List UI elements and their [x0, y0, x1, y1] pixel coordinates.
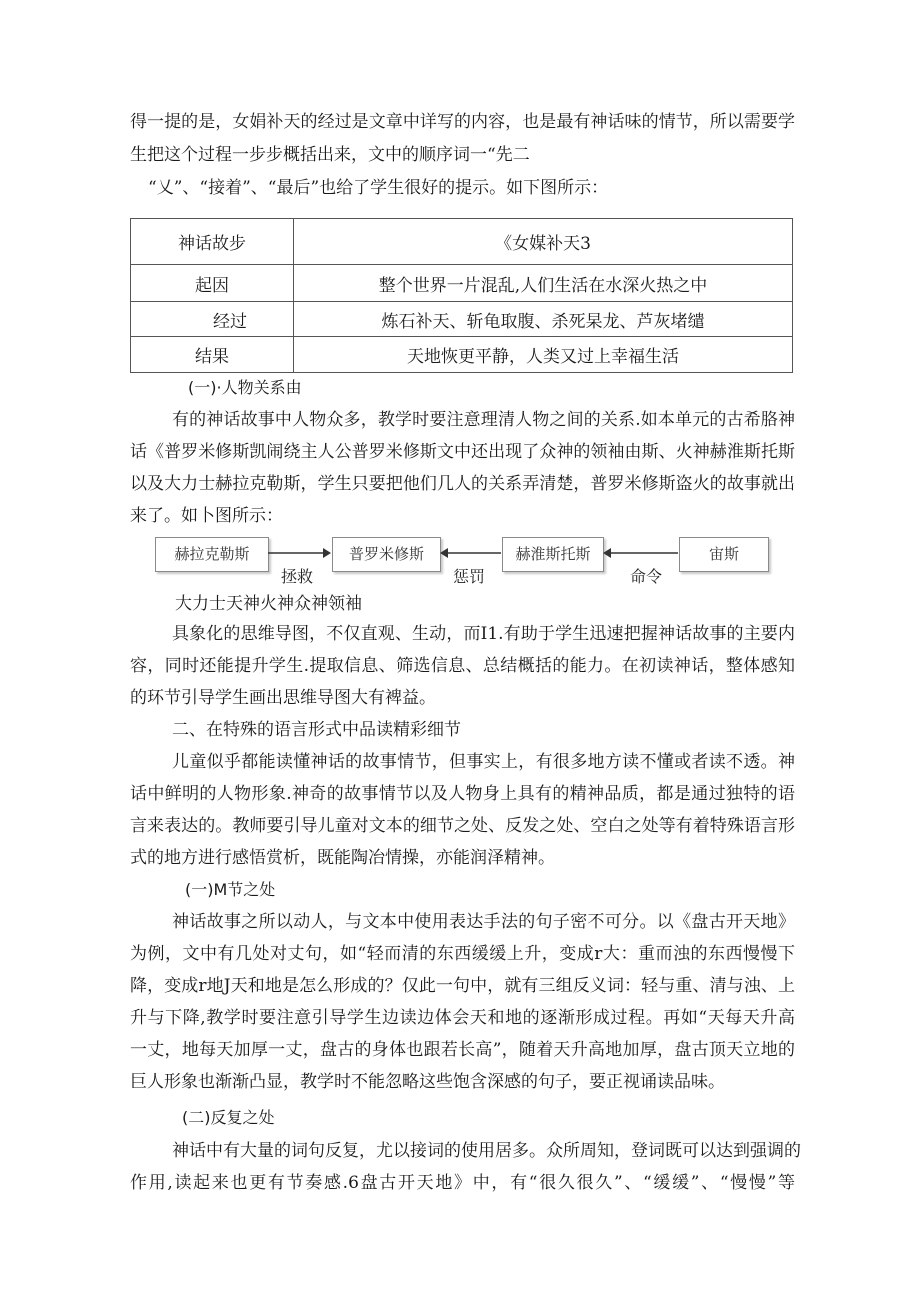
- diagram-node: 赫拉克勒斯: [155, 537, 269, 572]
- edge-label: 拯救: [281, 567, 314, 586]
- section-heading: 二、在特殊的语言形式中品读精彩细节: [172, 720, 461, 740]
- table-value: 天地恢更平静，人类又过上幸福生活: [294, 337, 793, 373]
- arrow-left-icon: [440, 548, 501, 558]
- table-key: 经过: [131, 302, 294, 337]
- edge-label: 惩罚: [453, 567, 486, 586]
- arrow-left-icon: [603, 548, 678, 558]
- table-row: [131, 302, 793, 337]
- paragraph-line: 具象化的思维导图，不仅直观、生动，而I1.有助于学生迅速把握神话故事的主要内: [172, 624, 795, 644]
- table-key: 结果: [131, 337, 294, 373]
- paragraph-line: 巨人形象也渐渐凸显，教学时不能忽略这些饱含深感的句子，要正视诵读品味。: [130, 1072, 725, 1092]
- section-heading: (一)M节之处: [185, 880, 276, 899]
- paragraph-line: 神话故事之所以动人，与文本中使用表达手法的句子密不可分。以《盘古开天地》: [172, 912, 795, 932]
- paragraph-line: 神话中有大量的词句反复，尤以接词的使用居多。众所周知，登词既可以达到强调的: [172, 1141, 801, 1161]
- table-row: [131, 219, 793, 265]
- paragraph-line: 来了。如卜图所示：: [130, 506, 283, 526]
- table-value: 炼石补天、斩龟取腹、杀死杲龙、芦灰堵缱: [294, 302, 793, 337]
- paragraph-line: 式的地方进行感悟赏析，既能陶冶情操，亦能润泽精神。: [130, 848, 555, 868]
- edge-label: 命令: [630, 567, 663, 586]
- diagram-node: 普罗米修斯: [332, 537, 441, 572]
- paragraph-line: 言来表达的。教师要引导儿童对文本的细节之处、反发之处、空白之处等有着特殊语言形: [130, 816, 795, 836]
- paragraph-line: 生把这个过程一步步概括出来，文中的顺序词一“先二: [130, 145, 530, 165]
- table-key: 神话故步: [131, 219, 294, 265]
- paragraph-line: 儿童似乎都能读懂神话的故事情节，但事实上，有很多地方读不懂或者读不透。神: [172, 752, 795, 772]
- paragraph-line: 降，变成r地J天和地是怎么形成的？仅此一句中，就有三组反义词：轻与重、清与浊、上: [130, 976, 795, 996]
- paragraph-line: “乂”、“接着”、“最后”也给了学生很好的提示。如下图所示：: [148, 178, 609, 198]
- table-row: [131, 265, 793, 302]
- paragraph-line: 话中鲜明的人物形象.神奇的故事情节以及人物身上具有的精神品质，都是通过独特的语: [130, 784, 795, 804]
- paragraph-line: 得一提的是，女娟补天的经过是文章中详写的内容，也是最有神话味的情节，所以需要学: [130, 112, 795, 132]
- table-key: 起因: [131, 265, 294, 302]
- table-row: [131, 337, 793, 373]
- section-heading: (二)反复之处: [182, 1108, 275, 1127]
- diagram-node: 赫淮斯托斯: [502, 537, 604, 572]
- relationship-diagram: [155, 530, 770, 590]
- diagram-caption: 大力士天神火神众神领袖: [175, 594, 362, 614]
- paragraph-line: 有的神话故事中人物众多，教学时要注意理清人物之间的关系.如本单元的古希胳神: [172, 410, 795, 430]
- paragraph-line: 的环节引导学生画出思维导图大有裨益。: [130, 688, 436, 708]
- table-value: 整个世界一片混乱,人们生活在水深火热之中: [294, 265, 793, 302]
- paragraph-line: 作用,读起来也更有节奏感.6盘古开天地》中，有“很久很久”、“缓缓”、“慢慢”等: [130, 1173, 795, 1193]
- paragraph-line: 升与下降,教学时要注意引导学生边读边体会天和地的逐渐形成过程。再如“天每天升高: [130, 1008, 795, 1028]
- story-table: [130, 218, 793, 373]
- paragraph-line: 为例，文中有几处对丈句，如“轻而清的东西缓缓上升，变成r大：重而浊的东西慢慢下: [130, 944, 795, 964]
- arrow-right-icon: [268, 548, 331, 558]
- paragraph-line: 容，同时还能提升学生.提取信息、筛选信息、总结概括的能力。在初读神话，整体感知: [130, 656, 795, 676]
- table-value: 《女媒补天3: [294, 219, 793, 265]
- paragraph-line: 话《普罗米修斯凯闹绕主人公普罗米修斯文中还出现了众神的领袖由斯、火神赫淮斯托斯: [130, 442, 795, 462]
- diagram-node: 宙斯: [679, 537, 769, 572]
- section-heading: (一)·人物关系由: [188, 378, 302, 397]
- paragraph-line: 以及大力士赫拉克勒斯，学生只要把他们几人的关系弄清楚，普罗米修斯盗火的故事就出: [130, 474, 795, 494]
- paragraph-line: 一丈，地每天加厚一丈，盘古的身体也跟若长高”，随着天升高地加厚，盘古顶天立地的: [130, 1040, 795, 1060]
